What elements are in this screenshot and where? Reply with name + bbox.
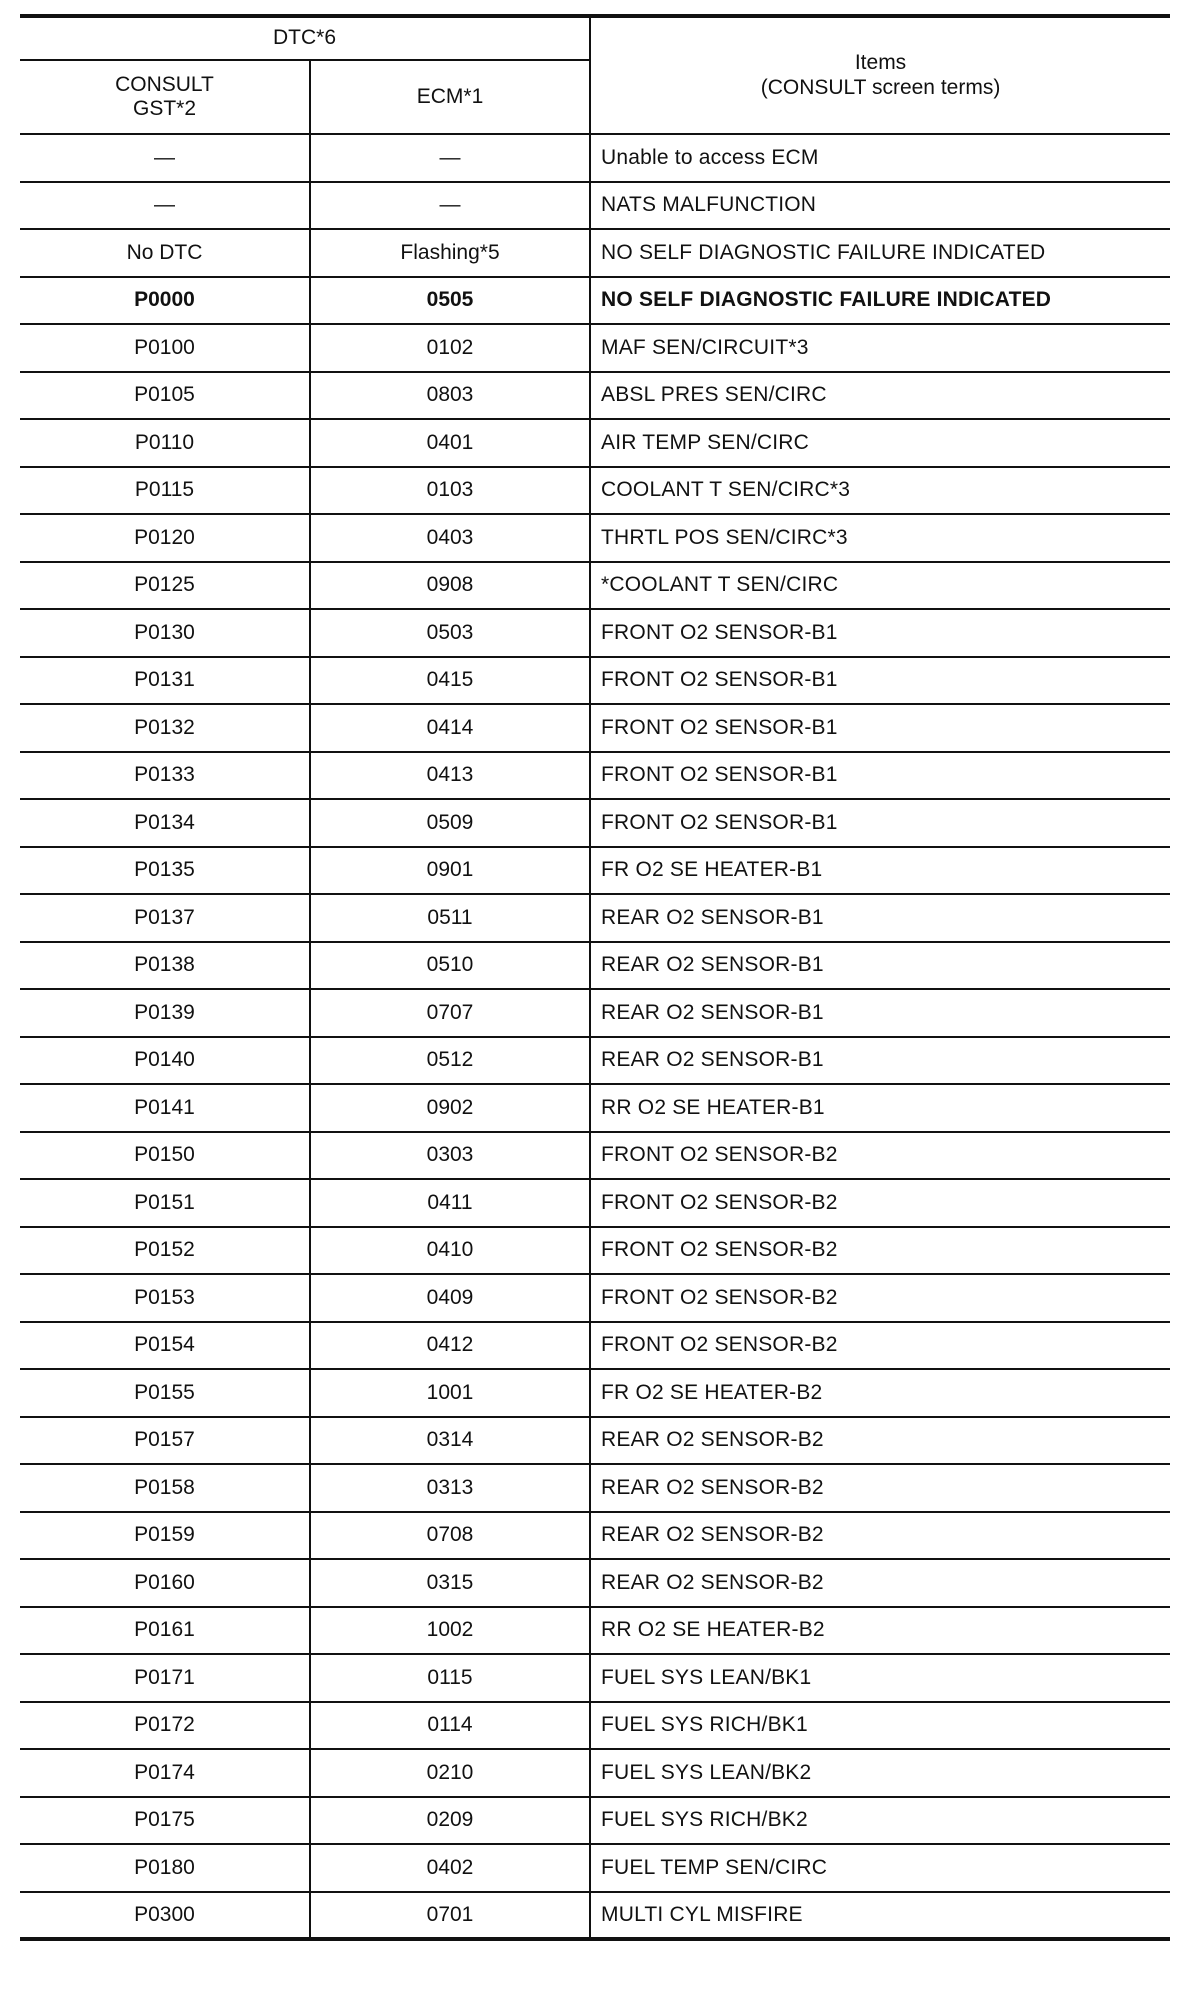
item-cell: REAR O2 SENSOR-B2 bbox=[590, 1559, 1170, 1607]
item-cell: FRONT O2 SENSOR-B2 bbox=[590, 1227, 1170, 1275]
consult-gst-cell: P0154 bbox=[20, 1322, 310, 1370]
consult-header-line1: CONSULT bbox=[115, 72, 214, 96]
item-cell: FUEL SYS LEAN/BK2 bbox=[590, 1749, 1170, 1797]
consult-gst-cell: P0155 bbox=[20, 1369, 310, 1417]
ecm-cell: 0303 bbox=[310, 1132, 590, 1180]
items-header-line2: (CONSULT screen terms) bbox=[760, 75, 1001, 99]
ecm-cell: 0414 bbox=[310, 704, 590, 752]
consult-gst-cell: P0300 bbox=[20, 1892, 310, 1940]
table-row bbox=[20, 324, 1170, 372]
consult-header-line2: GST*2 bbox=[132, 97, 197, 120]
item-cell: THRTL POS SEN/CIRC*3 bbox=[590, 514, 1170, 562]
item-cell: FUEL SYS RICH/BK2 bbox=[590, 1797, 1170, 1845]
table-row bbox=[20, 1084, 1170, 1132]
item-cell: FRONT O2 SENSOR-B2 bbox=[590, 1132, 1170, 1180]
consult-gst-cell: P0174 bbox=[20, 1749, 310, 1797]
item-cell: REAR O2 SENSOR-B2 bbox=[590, 1417, 1170, 1465]
consult-gst-cell: P0160 bbox=[20, 1559, 310, 1607]
ecm-cell: 0701 bbox=[310, 1892, 590, 1940]
table-row bbox=[20, 1844, 1170, 1892]
table-row bbox=[20, 1227, 1170, 1275]
consult-gst-cell: P0150 bbox=[20, 1132, 310, 1180]
ecm-cell: 0803 bbox=[310, 372, 590, 420]
consult-gst-cell: P0132 bbox=[20, 704, 310, 752]
item-cell: MAF SEN/CIRCUIT*3 bbox=[590, 324, 1170, 372]
table-row bbox=[20, 942, 1170, 990]
consult-gst-cell: P0152 bbox=[20, 1227, 310, 1275]
consult-gst-cell: P0133 bbox=[20, 752, 310, 800]
ecm-cell: 1002 bbox=[310, 1607, 590, 1655]
ecm-cell: 0411 bbox=[310, 1179, 590, 1227]
ecm-cell: 0901 bbox=[310, 847, 590, 895]
table-row bbox=[20, 1654, 1170, 1702]
table-row bbox=[20, 799, 1170, 847]
ecm-cell: 0102 bbox=[310, 324, 590, 372]
table-row bbox=[20, 1322, 1170, 1370]
ecm-cell: 0410 bbox=[310, 1227, 590, 1275]
consult-gst-cell: P0151 bbox=[20, 1179, 310, 1227]
table-row bbox=[20, 1037, 1170, 1085]
table-row bbox=[20, 847, 1170, 895]
item-cell: FRONT O2 SENSOR-B2 bbox=[590, 1179, 1170, 1227]
table-row bbox=[20, 134, 1170, 182]
dtc-group-header: DTC*6 bbox=[20, 16, 590, 60]
document-page bbox=[20, 14, 1170, 1941]
ecm-cell: 0103 bbox=[310, 467, 590, 515]
item-cell: NO SELF DIAGNOSTIC FAILURE INDICATED bbox=[590, 277, 1170, 325]
table-row bbox=[20, 1132, 1170, 1180]
consult-gst-cell: P0135 bbox=[20, 847, 310, 895]
consult-gst-cell: P0159 bbox=[20, 1512, 310, 1560]
consult-gst-cell: P0175 bbox=[20, 1797, 310, 1845]
ecm-cell: 0512 bbox=[310, 1037, 590, 1085]
ecm-cell: 0409 bbox=[310, 1274, 590, 1322]
item-cell: NATS MALFUNCTION bbox=[590, 182, 1170, 230]
table-row bbox=[20, 704, 1170, 752]
table-row bbox=[20, 1512, 1170, 1560]
consult-gst-cell: P0100 bbox=[20, 324, 310, 372]
dtc-table bbox=[20, 14, 1170, 1941]
ecm-cell: 0115 bbox=[310, 1654, 590, 1702]
item-cell: REAR O2 SENSOR-B1 bbox=[590, 894, 1170, 942]
table-header bbox=[20, 16, 1170, 134]
consult-gst-cell: P0115 bbox=[20, 467, 310, 515]
item-cell: REAR O2 SENSOR-B1 bbox=[590, 989, 1170, 1037]
table-row bbox=[20, 1797, 1170, 1845]
consult-gst-cell: P0110 bbox=[20, 419, 310, 467]
item-cell: NO SELF DIAGNOSTIC FAILURE INDICATED bbox=[590, 229, 1170, 277]
table-row bbox=[20, 1274, 1170, 1322]
consult-gst-header bbox=[20, 60, 310, 134]
table-row bbox=[20, 1749, 1170, 1797]
item-cell: MULTI CYL MISFIRE bbox=[590, 1892, 1170, 1940]
table-row bbox=[20, 229, 1170, 277]
consult-gst-cell: P0137 bbox=[20, 894, 310, 942]
items-header-line1: Items bbox=[854, 51, 907, 75]
consult-gst-cell: P0125 bbox=[20, 562, 310, 610]
table-row bbox=[20, 1369, 1170, 1417]
table-row bbox=[20, 1179, 1170, 1227]
ecm-cell: 0114 bbox=[310, 1702, 590, 1750]
ecm-cell: 0210 bbox=[310, 1749, 590, 1797]
table-row bbox=[20, 1607, 1170, 1655]
consult-gst-cell: P0158 bbox=[20, 1464, 310, 1512]
consult-gst-cell: P0153 bbox=[20, 1274, 310, 1322]
item-cell: *COOLANT T SEN/CIRC bbox=[590, 562, 1170, 610]
item-cell: RR O2 SE HEATER-B2 bbox=[590, 1607, 1170, 1655]
consult-gst-cell: P0130 bbox=[20, 609, 310, 657]
item-cell: COOLANT T SEN/CIRC*3 bbox=[590, 467, 1170, 515]
ecm-cell: 0509 bbox=[310, 799, 590, 847]
consult-gst-cell: P0172 bbox=[20, 1702, 310, 1750]
consult-gst-cell: P0131 bbox=[20, 657, 310, 705]
ecm-cell: 0908 bbox=[310, 562, 590, 610]
item-cell: FR O2 SE HEATER-B2 bbox=[590, 1369, 1170, 1417]
ecm-cell: 0209 bbox=[310, 1797, 590, 1845]
consult-gst-cell: P0140 bbox=[20, 1037, 310, 1085]
ecm-cell: 0402 bbox=[310, 1844, 590, 1892]
items-header bbox=[590, 16, 1170, 134]
item-cell: FUEL SYS LEAN/BK1 bbox=[590, 1654, 1170, 1702]
ecm-cell: 0415 bbox=[310, 657, 590, 705]
table-body bbox=[20, 134, 1170, 1939]
table-row bbox=[20, 752, 1170, 800]
ecm-cell: 0510 bbox=[310, 942, 590, 990]
table-row bbox=[20, 514, 1170, 562]
item-cell: REAR O2 SENSOR-B1 bbox=[590, 942, 1170, 990]
ecm-cell: 0315 bbox=[310, 1559, 590, 1607]
item-cell: REAR O2 SENSOR-B2 bbox=[590, 1464, 1170, 1512]
consult-gst-cell: P0134 bbox=[20, 799, 310, 847]
item-cell: ABSL PRES SEN/CIRC bbox=[590, 372, 1170, 420]
ecm-cell: 0413 bbox=[310, 752, 590, 800]
consult-gst-cell: P0171 bbox=[20, 1654, 310, 1702]
item-cell: FRONT O2 SENSOR-B2 bbox=[590, 1274, 1170, 1322]
ecm-cell: 0902 bbox=[310, 1084, 590, 1132]
ecm-cell: 0313 bbox=[310, 1464, 590, 1512]
table-row bbox=[20, 1464, 1170, 1512]
ecm-cell: 0505 bbox=[310, 277, 590, 325]
item-cell: FUEL TEMP SEN/CIRC bbox=[590, 1844, 1170, 1892]
ecm-cell: 0403 bbox=[310, 514, 590, 562]
table-row bbox=[20, 1417, 1170, 1465]
consult-gst-cell: P0138 bbox=[20, 942, 310, 990]
consult-gst-cell: — bbox=[20, 134, 310, 182]
consult-gst-cell: P0139 bbox=[20, 989, 310, 1037]
ecm-cell: — bbox=[310, 182, 590, 230]
consult-gst-cell: P0161 bbox=[20, 1607, 310, 1655]
consult-gst-cell: P0120 bbox=[20, 514, 310, 562]
item-cell: FRONT O2 SENSOR-B1 bbox=[590, 657, 1170, 705]
table-row bbox=[20, 467, 1170, 515]
ecm-cell: 0412 bbox=[310, 1322, 590, 1370]
item-cell: FRONT O2 SENSOR-B1 bbox=[590, 752, 1170, 800]
item-cell: REAR O2 SENSOR-B1 bbox=[590, 1037, 1170, 1085]
table-row bbox=[20, 657, 1170, 705]
table-row bbox=[20, 1559, 1170, 1607]
item-cell: FRONT O2 SENSOR-B1 bbox=[590, 799, 1170, 847]
ecm-cell: 1001 bbox=[310, 1369, 590, 1417]
consult-gst-cell: — bbox=[20, 182, 310, 230]
ecm-cell: 0511 bbox=[310, 894, 590, 942]
table-row bbox=[20, 277, 1170, 325]
item-cell: FRONT O2 SENSOR-B2 bbox=[590, 1322, 1170, 1370]
table-row bbox=[20, 894, 1170, 942]
ecm-cell: 0503 bbox=[310, 609, 590, 657]
item-cell: REAR O2 SENSOR-B2 bbox=[590, 1512, 1170, 1560]
item-cell: FRONT O2 SENSOR-B1 bbox=[590, 609, 1170, 657]
table-row bbox=[20, 1892, 1170, 1940]
table-row bbox=[20, 372, 1170, 420]
ecm-cell: 0707 bbox=[310, 989, 590, 1037]
table-row bbox=[20, 1702, 1170, 1750]
table-row bbox=[20, 989, 1170, 1037]
table-row bbox=[20, 182, 1170, 230]
item-cell: FUEL SYS RICH/BK1 bbox=[590, 1702, 1170, 1750]
table-row bbox=[20, 562, 1170, 610]
table-row bbox=[20, 419, 1170, 467]
ecm-cell: 0708 bbox=[310, 1512, 590, 1560]
consult-gst-cell: P0000 bbox=[20, 277, 310, 325]
item-cell: Unable to access ECM bbox=[590, 134, 1170, 182]
item-cell: FRONT O2 SENSOR-B1 bbox=[590, 704, 1170, 752]
item-cell: FR O2 SE HEATER-B1 bbox=[590, 847, 1170, 895]
ecm-cell: 0314 bbox=[310, 1417, 590, 1465]
ecm-cell: Flashing*5 bbox=[310, 229, 590, 277]
ecm-cell: — bbox=[310, 134, 590, 182]
consult-gst-cell: P0157 bbox=[20, 1417, 310, 1465]
consult-gst-cell: P0180 bbox=[20, 1844, 310, 1892]
consult-gst-cell: No DTC bbox=[20, 229, 310, 277]
table-row bbox=[20, 609, 1170, 657]
ecm-header: ECM*1 bbox=[310, 60, 590, 134]
consult-gst-cell: P0141 bbox=[20, 1084, 310, 1132]
consult-gst-cell: P0105 bbox=[20, 372, 310, 420]
ecm-cell: 0401 bbox=[310, 419, 590, 467]
item-cell: RR O2 SE HEATER-B1 bbox=[590, 1084, 1170, 1132]
item-cell: AIR TEMP SEN/CIRC bbox=[590, 419, 1170, 467]
